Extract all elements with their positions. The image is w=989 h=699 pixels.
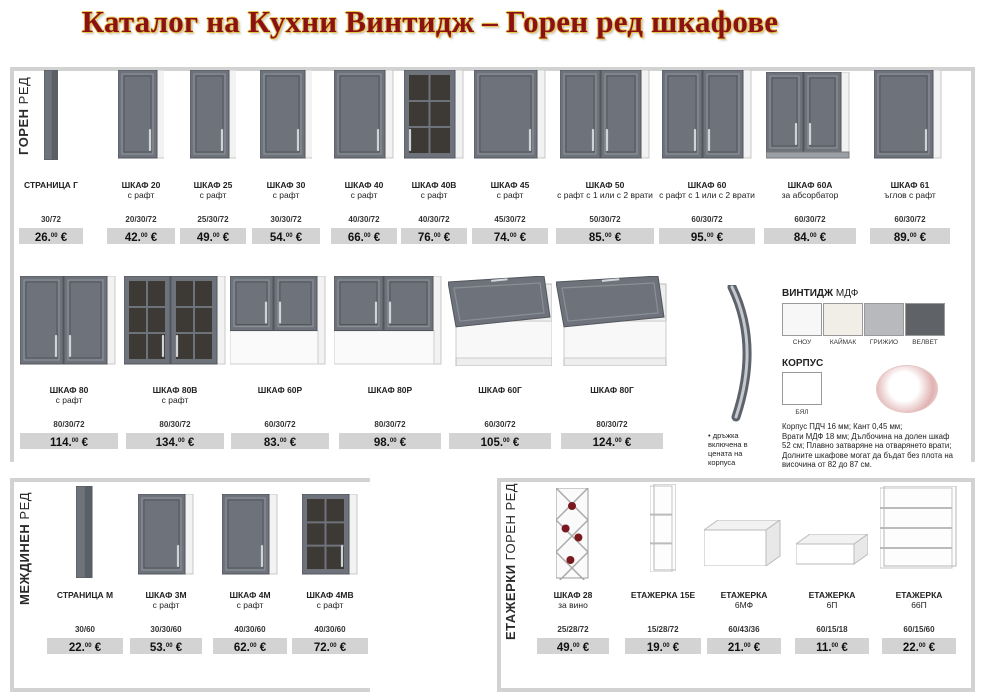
item-price: 11.00 € bbox=[795, 638, 869, 654]
item-price: 49.00 € bbox=[537, 638, 609, 654]
item-subtitle: с рафт bbox=[55, 395, 83, 405]
item-name: ШКАФ 30 bbox=[266, 180, 306, 190]
item-name: СТРАНИЦА Г bbox=[24, 180, 78, 190]
item-dimensions: 25/30/72 bbox=[197, 215, 229, 224]
item-dimensions: 40/30/72 bbox=[348, 215, 380, 224]
handle-icon bbox=[716, 285, 776, 425]
item-dimensions: 60/43/36 bbox=[728, 625, 760, 634]
item-price: 76.00 € bbox=[401, 228, 467, 244]
item-price: 53.00 € bbox=[130, 638, 202, 654]
item-subtitle: с рафт bbox=[316, 600, 344, 610]
spec-line: 52 см; Плавно затваряне на отварянето врати; bbox=[782, 441, 952, 450]
item-name: ШКАФ 3М bbox=[145, 590, 187, 600]
item-subtitle: ъглов с рафт bbox=[884, 190, 936, 200]
spec-line: Врати МДФ 18 мм; Дълбочина на долен шкаф bbox=[782, 431, 950, 441]
item-dimensions: 60/15/60 bbox=[903, 625, 935, 634]
item-name: ЕТАЖЕРКА bbox=[895, 590, 943, 600]
vintage-swatch-label: КАЙМАК bbox=[829, 339, 857, 346]
page-title: Каталог на Кухни Винтидж – Горен ред шкафове bbox=[81, 4, 779, 39]
item-price: 72.00 € bbox=[292, 638, 368, 654]
item-subtitle: за вино bbox=[558, 600, 588, 610]
section-label-shelves: ЕТАЖЕРКИ ГОРЕН РЕД bbox=[503, 482, 518, 640]
item-dimensions: 50/30/72 bbox=[589, 215, 621, 224]
item-name: ШКАФ 80 bbox=[49, 385, 89, 395]
item-name: ШКАФ 40В bbox=[411, 180, 457, 190]
item-dimensions: 60/30/72 bbox=[264, 420, 296, 429]
catalog-item bbox=[623, 0, 703, 699]
item-dimensions: 40/30/72 bbox=[418, 215, 450, 224]
korpus-swatch-white bbox=[782, 372, 822, 405]
catalog-item bbox=[535, 0, 611, 699]
item-name: ШКАФ 4М bbox=[229, 590, 271, 600]
vintage-swatch-label: СНОУ bbox=[792, 339, 812, 346]
item-dimensions: 30/60 bbox=[74, 625, 96, 634]
item-dimensions: 30/72 bbox=[40, 215, 62, 224]
item-price: 98.00 € bbox=[339, 433, 441, 449]
vintage-heading: ВИНТИДЖ МДФ bbox=[782, 288, 859, 299]
item-name: ШКАФ 50 bbox=[585, 180, 625, 190]
item-price: 42.00 € bbox=[107, 228, 175, 244]
spec-line: Корпус ПДЧ 16 мм; Кант 0,45 мм; bbox=[782, 422, 903, 431]
catalog-item bbox=[45, 0, 125, 699]
spec-text bbox=[782, 422, 982, 470]
item-price: 89.00 € bbox=[870, 228, 950, 244]
item-subtitle: с рафт с 1 или с 2 врати bbox=[557, 190, 653, 200]
item-subtitle: с рафт bbox=[350, 190, 378, 200]
vintage-swatch bbox=[905, 303, 945, 336]
item-dimensions: 60/30/72 bbox=[894, 215, 926, 224]
item-subtitle: с рафт bbox=[152, 600, 180, 610]
vintage-swatch-label: ГРИЖИО bbox=[869, 339, 899, 346]
item-name: ШКАФ 4МВ bbox=[306, 590, 354, 600]
item-dimensions: 80/30/72 bbox=[374, 420, 406, 429]
item-price: 84.00 € bbox=[764, 228, 856, 244]
cabinet-illustration bbox=[650, 484, 676, 572]
cabinet-illustration bbox=[222, 494, 278, 576]
item-name: СТРАНИЦА М bbox=[56, 590, 114, 600]
cabinet-illustration bbox=[880, 486, 958, 570]
soft-close-icon bbox=[876, 365, 938, 413]
item-dimensions: 80/30/72 bbox=[159, 420, 191, 429]
item-subtitle: 6П bbox=[826, 600, 838, 610]
item-name: ШКАФ 80Г bbox=[590, 385, 634, 395]
item-subtitle: за абсорбатор bbox=[781, 190, 839, 200]
item-subtitle: с рафт с 1 или с 2 врати bbox=[659, 190, 755, 200]
item-name: ШКАФ 80Р bbox=[367, 385, 413, 395]
item-dimensions: 20/30/72 bbox=[125, 215, 157, 224]
catalog-item bbox=[211, 0, 289, 699]
item-name: ШКАФ 20 bbox=[121, 180, 161, 190]
item-price: 83.00 € bbox=[231, 433, 329, 449]
item-price: 85.00 € bbox=[556, 228, 654, 244]
item-dimensions: 25/28/72 bbox=[557, 625, 589, 634]
korpus-heading: КОРПУС bbox=[782, 358, 824, 369]
vintage-swatch bbox=[864, 303, 904, 336]
item-name: ШКАФ 45 bbox=[490, 180, 530, 190]
item-dimensions: 45/30/72 bbox=[494, 215, 526, 224]
item-price: 49.00 € bbox=[180, 228, 246, 244]
handle-note: • дръжка включена в цената на корпуса bbox=[708, 431, 748, 467]
item-price: 114.00 € bbox=[20, 433, 118, 449]
item-name: ШКАФ 60Г bbox=[478, 385, 522, 395]
item-name: ЕТАЖЕРКА bbox=[720, 590, 768, 600]
catalog-item bbox=[880, 0, 958, 699]
item-price: 66.00 € bbox=[331, 228, 397, 244]
korpus-swatch-label: БЯЛ bbox=[795, 409, 809, 416]
item-subtitle: с рафт bbox=[420, 190, 448, 200]
item-subtitle: с рафт bbox=[496, 190, 524, 200]
item-subtitle: с рафт bbox=[236, 600, 264, 610]
section-label-upper: ГОРЕН РЕД bbox=[16, 76, 31, 155]
item-name: ШКАФ 61 bbox=[890, 180, 930, 190]
item-price: 95.00 € bbox=[659, 228, 755, 244]
item-price: 26.00 € bbox=[19, 228, 83, 244]
item-dimensions: 60/30/72 bbox=[691, 215, 723, 224]
catalog-item bbox=[128, 0, 204, 699]
item-name: ШКАФ 60А bbox=[787, 180, 833, 190]
spec-line: височина от 82 до 87 см. bbox=[782, 460, 872, 469]
item-price: 74.00 € bbox=[472, 228, 548, 244]
item-dimensions: 60/30/72 bbox=[794, 215, 826, 224]
vintage-swatch bbox=[823, 303, 863, 336]
item-name: ШКАФ 60Р bbox=[257, 385, 303, 395]
item-name: ШКАФ 25 bbox=[193, 180, 233, 190]
item-dimensions: 60/15/18 bbox=[816, 625, 848, 634]
section-label-middle: МЕЖДИНЕН РЕД bbox=[17, 491, 32, 605]
item-name: ШКАФ 60 bbox=[687, 180, 727, 190]
catalog-item bbox=[793, 0, 871, 699]
item-subtitle: 66П bbox=[911, 600, 927, 610]
item-price: 54.00 € bbox=[252, 228, 320, 244]
item-name: ШКАФ 40 bbox=[344, 180, 384, 190]
cabinet-illustration bbox=[76, 486, 94, 578]
item-price: 105.00 € bbox=[449, 433, 551, 449]
cabinet-illustration bbox=[138, 494, 194, 576]
item-subtitle: с рафт bbox=[161, 395, 189, 405]
item-name: ШКАФ 80В bbox=[152, 385, 198, 395]
item-price: 134.00 € bbox=[126, 433, 224, 449]
item-dimensions: 40/30/60 bbox=[314, 625, 346, 634]
catalog-item bbox=[290, 0, 370, 699]
item-price: 22.00 € bbox=[882, 638, 956, 654]
handle-item bbox=[708, 285, 776, 485]
item-name: ЕТАЖЕРКА bbox=[808, 590, 856, 600]
item-subtitle: с рафт bbox=[127, 190, 155, 200]
item-dimensions: 30/30/60 bbox=[150, 625, 182, 634]
item-dimensions: 80/30/72 bbox=[53, 420, 85, 429]
spec-line: Долните шкафове могат да бъдат без плота на bbox=[782, 450, 954, 460]
item-dimensions: 60/30/72 bbox=[484, 420, 516, 429]
cabinet-illustration bbox=[302, 494, 358, 576]
item-subtitle: 6МФ bbox=[734, 600, 754, 610]
cabinet-illustration bbox=[556, 488, 590, 580]
item-subtitle: с рафт bbox=[199, 190, 227, 200]
cabinet-illustration bbox=[704, 520, 784, 566]
vintage-swatch bbox=[782, 303, 822, 336]
vintage-swatch-label: ВЕЛВЕТ bbox=[912, 339, 938, 346]
item-name: ЕТАЖЕРКА 15Е bbox=[630, 590, 696, 600]
cabinet-illustration bbox=[796, 534, 868, 566]
item-name: ШКАФ 28 bbox=[553, 590, 593, 600]
item-price: 22.00 € bbox=[47, 638, 123, 654]
item-price: 21.00 € bbox=[707, 638, 781, 654]
item-price: 62.00 € bbox=[213, 638, 287, 654]
item-dimensions: 15/28/72 bbox=[647, 625, 679, 634]
item-price: 19.00 € bbox=[625, 638, 701, 654]
item-dimensions: 40/30/60 bbox=[234, 625, 266, 634]
item-price: 124.00 € bbox=[561, 433, 663, 449]
item-dimensions: 80/30/72 bbox=[596, 420, 628, 429]
item-subtitle: с рафт bbox=[272, 190, 300, 200]
item-dimensions: 30/30/72 bbox=[270, 215, 302, 224]
